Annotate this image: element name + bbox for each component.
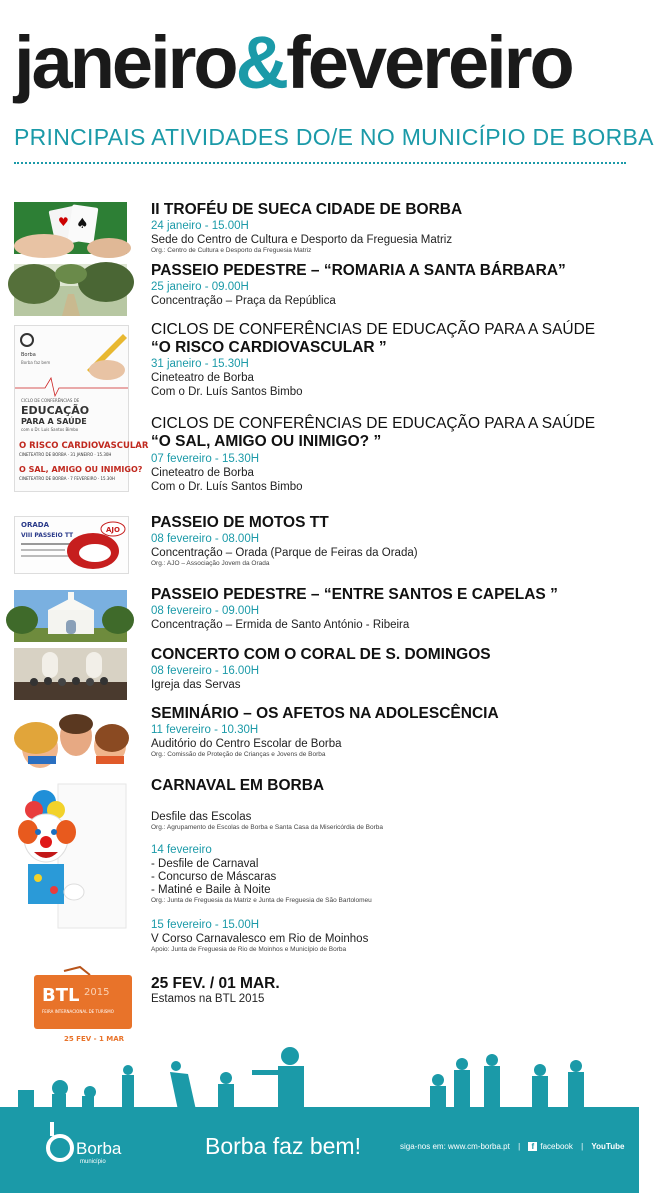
event-item: - Desfile de Carnaval	[151, 858, 259, 870]
event-date: 14 fevereiro	[151, 844, 212, 856]
silhouettes-decoration	[0, 1040, 639, 1110]
event-date: 24 janeiro - 15.00H	[151, 220, 249, 232]
event-date: 08 fevereiro - 16.00H	[151, 665, 260, 677]
choir-image	[14, 648, 127, 700]
event-org: Apoio: Junta de Freguesia de Rio de Moinhos e Município de Borba	[151, 946, 347, 953]
event-title: CICLOS DE CONFERÊNCIAS DE EDUCAÇÃO PARA A SAÚDE	[151, 321, 596, 338]
btl-year: 2015	[84, 987, 110, 998]
poster-sal-info: CINETEATRO DE BORBA · 7 FEVEREIRO · 15.30H	[19, 476, 115, 481]
moto-place: ORADA	[21, 521, 49, 529]
moto-club: AJO	[106, 526, 120, 534]
clown-image	[14, 780, 127, 930]
event-title: “O RISCO CARDIOVASCULAR ”	[151, 339, 387, 356]
event-place: Auditório do Centro Escolar de Borba	[151, 738, 342, 750]
facebook-icon[interactable]: f	[528, 1142, 537, 1151]
event-org: Org.: Agrupamento de Escolas de Borba e Santa Casa da Misericórdia de Borba	[151, 824, 383, 831]
facebook-link[interactable]: facebook	[540, 1142, 573, 1151]
event-speaker: Com o Dr. Luís Santos Bimbo	[151, 386, 303, 398]
btl-caption: FEIRA INTERNACIONAL DE TURISMO	[42, 1009, 114, 1014]
svg-text:♠: ♠	[76, 216, 89, 232]
event-org: Org.: AJO – Associação Jovem da Orada	[151, 560, 270, 567]
poster-risco: O RISCO CARDIOVASCULAR	[19, 441, 149, 451]
footer-slogan: Borba faz bem!	[205, 1133, 361, 1159]
event-org: Org.: Junta de Freguesia da Matriz e Junta de Freguesia de São Bartolomeu	[151, 897, 372, 904]
poster-tag: Borba faz bem	[21, 360, 51, 365]
event-title: PASSEIO PEDESTRE – “ENTRE SANTOS E CAPELAS ”	[151, 586, 558, 603]
poster-health: PARA A SAÚDE	[21, 417, 87, 426]
poster-sal: O SAL, AMIGO OU INIMIGO?	[19, 465, 143, 474]
event-date: 08 fevereiro - 08.00H	[151, 533, 260, 545]
chapel-image	[14, 590, 127, 642]
event-place: Concentração – Praça da República	[151, 295, 336, 307]
teens-image	[14, 710, 127, 764]
event-item: - Matiné e Baile à Noite	[151, 884, 271, 896]
event-place: Sede do Centro de Cultura e Desporto da Freguesia Matriz	[151, 234, 453, 246]
motos-poster	[14, 516, 129, 574]
separator: |	[581, 1142, 584, 1151]
event-title: II TROFÉU DE SUECA CIDADE DE BORBA	[151, 201, 463, 218]
event-place: Concentração – Ermida de Santo António - Ribeira	[151, 619, 410, 631]
page-title: janeiro&fevereiro	[14, 21, 572, 104]
event-date: 31 janeiro - 15.30H	[151, 358, 249, 370]
event-place: Concentração – Orada (Parque de Feiras da Orada)	[151, 547, 418, 559]
event-title: PASSEIO PEDESTRE – “ROMARIA A SANTA BÁRBARA”	[151, 262, 566, 279]
event-text: Estamos na BTL 2015	[151, 993, 265, 1005]
event-item: V Corso Carnavalesco em Rio de Moinhos	[151, 933, 369, 945]
event-title: 25 FEV. / 01 MAR.	[151, 975, 280, 992]
event-date: 15 fevereiro - 15.00H	[151, 919, 260, 931]
event-place: Cineteatro de Borba	[151, 372, 254, 384]
cards-image	[14, 202, 127, 254]
event-item: Desfile das Escolas	[151, 811, 252, 823]
moto-edition: VIII PASSEIO TT	[21, 532, 74, 539]
path-image	[14, 264, 127, 316]
footer-logo-text: Borba	[76, 1139, 122, 1158]
btl-logo-text: BTL	[42, 985, 80, 1006]
event-item: - Concurso de Máscaras	[151, 871, 277, 883]
event-date: 11 fevereiro - 10.30H	[151, 724, 259, 736]
poster-speaker: com o Dr. Luís Santos Bimbo	[21, 427, 79, 432]
event-title: CONCERTO COM O CORAL DE S. DOMINGOS	[151, 646, 491, 663]
divider	[14, 162, 626, 164]
poster-education: EDUCAÇÃO	[21, 404, 90, 417]
event-place: Igreja das Servas	[151, 679, 241, 691]
footer-links	[400, 1142, 630, 1151]
event-title: PASSEIO DE MOTOS TT	[151, 514, 329, 531]
poster-risco-info: CINETEATRO DE BORBA · 31 JANEIRO · 15.30H	[19, 452, 112, 457]
event-org: Org.: Centro de Cultura e Desporto da Freguesia Matriz	[151, 247, 312, 254]
poster-series: CICLO DE CONFERÊNCIAS DE	[21, 398, 80, 403]
website-link[interactable]: siga-nos em: www.cm-borba.pt	[400, 1142, 510, 1151]
poster-brand: Borba	[21, 352, 36, 358]
btl-dates: 25 FEV - 1 MAR	[64, 1035, 125, 1043]
btl-logo	[34, 965, 134, 1045]
page-subtitle: PRINCIPAIS ATIVIDADES DO/E NO MUNICÍPIO DE BORBA	[14, 124, 654, 150]
event-date: 08 fevereiro - 09.00H	[151, 605, 260, 617]
event-title: CARNAVAL EM BORBA	[151, 777, 325, 794]
footer-logo-sub: município	[80, 1159, 106, 1165]
conference-poster	[14, 325, 149, 492]
event-date: 25 janeiro - 09.00H	[151, 281, 249, 293]
event-date: 07 fevereiro - 15.30H	[151, 453, 260, 465]
event-speaker: Com o Dr. Luís Santos Bimbo	[151, 481, 303, 493]
separator: |	[518, 1142, 521, 1151]
svg-text:♥: ♥	[58, 215, 69, 229]
borba-logo-icon	[44, 1122, 76, 1166]
event-title: SEMINÁRIO – OS AFETOS NA ADOLESCÊNCIA	[151, 705, 499, 722]
youtube-link[interactable]: YouTube	[591, 1142, 625, 1151]
event-title: “O SAL, AMIGO OU INIMIGO? ”	[151, 433, 382, 450]
event-org: Org.: Comissão de Proteção de Crianças e Jovens de Borba	[151, 751, 326, 758]
event-title: CICLOS DE CONFERÊNCIAS DE EDUCAÇÃO PARA A SAÚDE	[151, 415, 596, 432]
event-place: Cineteatro de Borba	[151, 467, 254, 479]
